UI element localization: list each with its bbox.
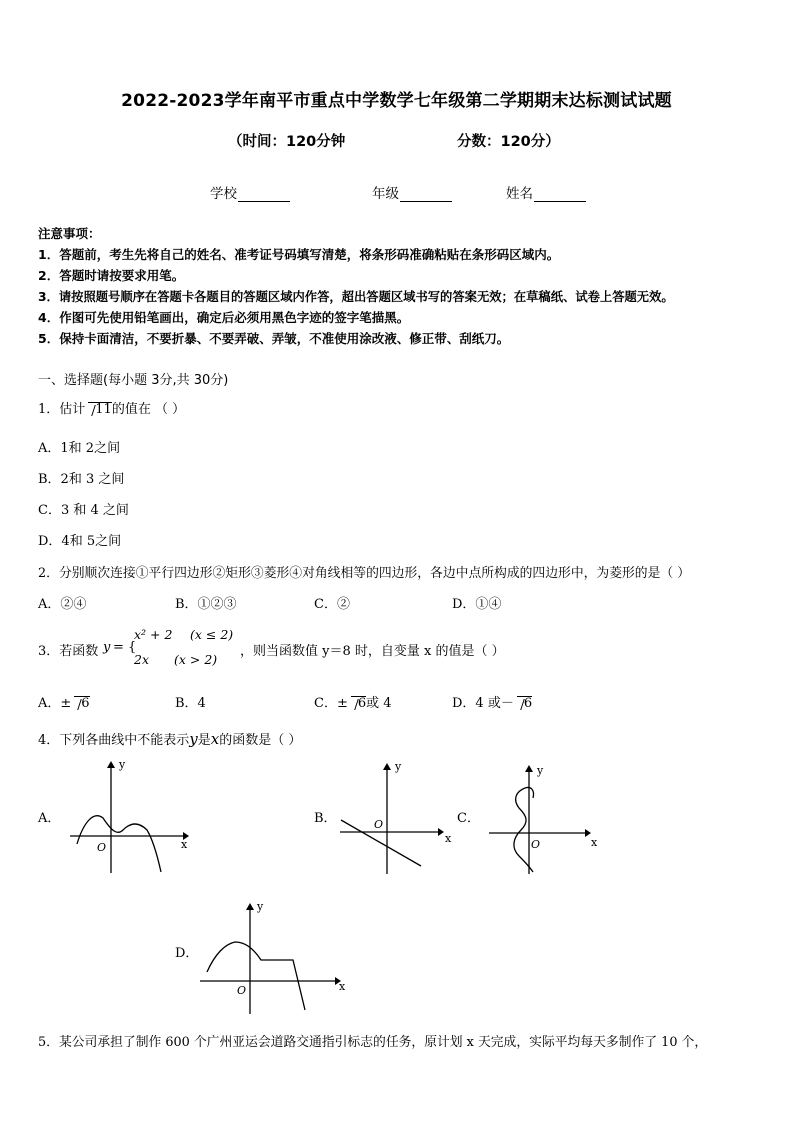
q4-label-a: A．	[38, 811, 61, 826]
school-field	[210, 182, 290, 202]
axis-y-label: y	[395, 760, 402, 773]
question-2: 2．分别顺次连接①平行四边形②矩形③菱形④对角线相等的四边形，各边中点所构成的四边形中，为菱形的是（ ）	[38, 566, 691, 581]
question-1	[38, 398, 185, 417]
y-arrow-icon	[246, 903, 254, 910]
q3-case2-expr: 2x	[134, 652, 150, 667]
q3-option-d-label: D．4 或－	[452, 696, 514, 711]
question-4	[38, 729, 301, 748]
q1-prefix: 1．估计	[38, 402, 86, 417]
graph-a	[65, 758, 190, 878]
q3-option-c	[314, 692, 392, 711]
q2-option-a: A．②④	[38, 597, 87, 612]
origin-label: O	[237, 984, 247, 997]
exam-time: （时间：120分钟	[228, 134, 346, 150]
axis-x-label: x	[339, 980, 346, 993]
q3-y: y	[103, 640, 111, 655]
q3-option-b: B．4	[175, 696, 206, 711]
q3-radicand: 6	[357, 696, 367, 711]
q1-suffix: 的值在 （ ）	[111, 402, 186, 417]
q3-case1-expr: x² + 2	[134, 627, 173, 642]
q2-option-b: B．①②③	[175, 597, 237, 612]
school-blank	[238, 189, 290, 202]
sqrt-symbol	[74, 696, 89, 710]
y-arrow-icon	[383, 763, 391, 770]
exam-score: 分数：120分）	[457, 134, 560, 150]
grade-field	[372, 182, 452, 202]
page-title: 2022-2023学年南平市重点中学数学七年级第二学期期末达标测试试题	[121, 91, 672, 111]
question-5: 5．某公司承担了制作 600 个广州亚运会道路交通指引标志的任务，原计划 x 天完成，实际平均每天多制作了 10 个，	[38, 1035, 708, 1050]
q3-option-c-tail: 或 4	[366, 696, 392, 711]
origin-label: O	[531, 838, 541, 851]
q4-text-b: 是	[197, 733, 211, 748]
q1-option-d: D．4和 5之间	[38, 534, 122, 549]
q3-eq: = {	[113, 640, 137, 655]
note-item: 4．作图可先使用铅笔画出，确定后必须用黑色字迹的签字笔描黑。	[38, 310, 410, 325]
sqrt-symbol	[88, 402, 112, 416]
name-field	[506, 182, 586, 202]
axis-y-label: y	[119, 758, 126, 771]
x-arrow-icon	[438, 828, 444, 836]
axis-y-label: y	[257, 900, 264, 913]
curve	[207, 942, 305, 1010]
note-item: 3．请按照题号顺序在答题卡各题目的答题区域内作答，超出答题区域书写的答案无效；在草稿纸、试卷上答题无效。	[38, 290, 674, 304]
sqrt-symbol	[351, 696, 366, 710]
q1-radicand: 11	[95, 402, 112, 417]
name-blank	[534, 189, 586, 202]
q4-label-c: C．	[457, 811, 480, 826]
q3-prefix: 3．若函数	[38, 644, 99, 659]
q4-label-b: B．	[314, 811, 337, 826]
q2-option-d: D．①④	[452, 597, 502, 612]
school-label: 学校	[210, 186, 237, 202]
grade-blank	[400, 189, 452, 202]
axis-x-label: x	[181, 838, 188, 851]
q1-option-c: C．3 和 4 之间	[38, 503, 129, 518]
sqrt-symbol	[517, 696, 532, 710]
q3-suffix: ，则当函数值 y＝8 时，自变量 x 的值是（ ）	[240, 644, 505, 659]
q3-radicand: 6	[81, 696, 90, 711]
q3-option-a	[38, 692, 90, 711]
q3-option-d	[452, 692, 532, 711]
q3-option-c-label: C．±	[314, 696, 348, 711]
q4-text-c: 的函数是（ ）	[219, 733, 302, 748]
q1-option-a: A．1和 2之间	[38, 441, 121, 456]
note-item: 5．保持卡面清洁，不要折暴、不要弄破、弄皱，不准使用涂改液、修正带、刮纸刀。	[38, 331, 510, 346]
axis-x-label: x	[445, 832, 452, 845]
y-arrow-icon	[107, 761, 115, 768]
q2-option-c: C．②	[314, 597, 350, 612]
note-item: 2．答题时请按要求用笔。	[38, 268, 185, 283]
q4-text-a: 4．下列各曲线中不能表示	[38, 733, 190, 748]
q3-case2-cond: (x > 2)	[174, 652, 218, 667]
name-label: 姓名	[506, 186, 533, 202]
graph-b	[335, 758, 460, 878]
section-heading: 一、选择题(每小题 3分,共 30分)	[38, 373, 229, 388]
origin-label: O	[97, 841, 107, 854]
axis-y-label: y	[537, 764, 544, 777]
curve	[514, 787, 534, 872]
q1-option-b: B．2和 3 之间	[38, 472, 125, 487]
graph-c	[485, 758, 605, 878]
note-item: 1．答题前，考生先将自己的姓名、准考证号码填写清楚，将条形码准确粘贴在条形码区域内。	[38, 247, 560, 262]
grade-label: 年级	[372, 186, 399, 202]
q3-radicand: 6	[523, 696, 533, 711]
curve	[77, 816, 161, 872]
q4-var-y: y	[189, 730, 198, 748]
notes-heading: 注意事项：	[38, 226, 101, 241]
q4-var-x: x	[210, 730, 220, 748]
graph-d	[195, 898, 355, 1018]
q3-option-a-label: A．±	[38, 696, 72, 711]
origin-label: O	[374, 818, 384, 831]
axis-x-label: x	[591, 836, 598, 849]
q4-label-d: D．	[175, 946, 199, 961]
y-arrow-icon	[525, 765, 533, 772]
q3-case1-cond: (x ≤ 2)	[190, 627, 234, 642]
